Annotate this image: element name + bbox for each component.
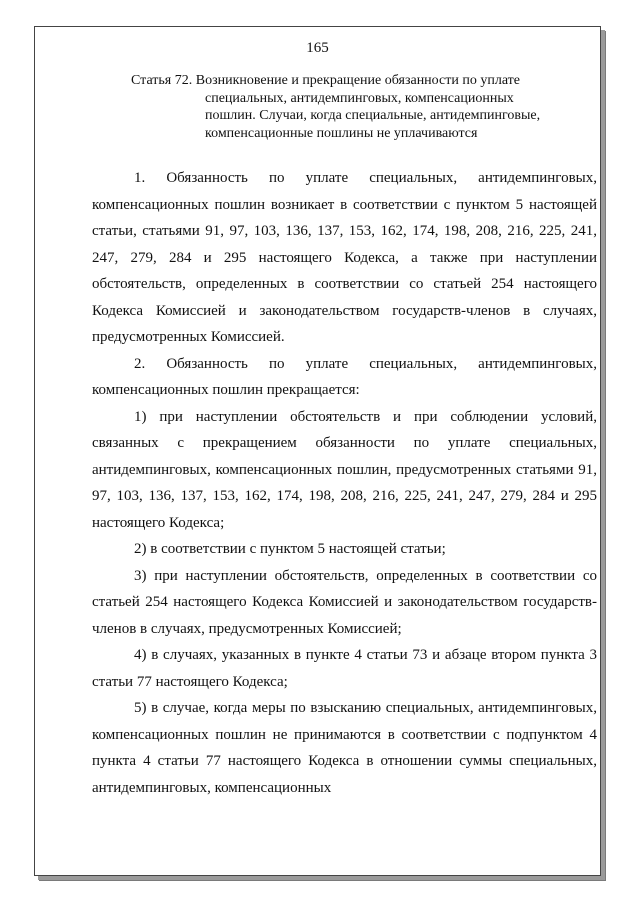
article-heading-line: пошлин. Случаи, когда специальные, антидемпинговые, (205, 108, 541, 123)
page-number: 165 (306, 40, 329, 56)
article-heading-line: Статья 72. Возникновение и прекращение обязанности по уплате (131, 73, 520, 88)
article-heading-line: специальных, антидемпинговых, компенсационных (205, 90, 514, 106)
article-heading-line: компенсационные пошлины не уплачиваются (205, 125, 478, 141)
article-heading (131, 72, 601, 142)
subitem-5: 5) в случае, когда меры по взысканию специальных, антидемпинговых, компенсационных пошлин не принимаются в соответствии с подпунктом 4 пункта 4 статьи 77 настоящего Кодекса в отношении суммы специальных, антидемпинговых, компенсационных (92, 700, 597, 796)
subitem-1: 1) при наступлении обстоятельств и при соблюдении условий, связанных с прекращением обязанности по уплате специальных, антидемпинговых, компенсационных пошлин, предусмотренных статьями 91, 97, 103, 136, 137, 153, 162, 174, 198, 208, 216, 225, 241, 247, 279, 284 и 295 настоящего Кодекса; (92, 408, 597, 531)
paragraph-1: 1. Обязанность по уплате специальных, антидемпинговых, компенсационных пошлин возникает в соответствии с пунктом 5 настоящей статьи, статьями 91, 97, 103, 136, 137, 153, 162, 174, 198, 208, 216, 225, 241, 247, 279, 284 и 295 настоящего Кодекса, а также при наступлении обстоятельств, определенных в соответствии со статьей 254 настоящего Кодекса Комиссией и законодательством государств-членов в случаях, предусмотренных Комиссией. (92, 170, 597, 345)
subitem-4: 4) в случаях, указанных в пункте 4 статьи 73 и абзаце втором пункта 3 статьи 77 настоящего Кодекса; (92, 647, 597, 690)
subitem-2: 2) в соответствии с пунктом 5 настоящей статьи; (134, 541, 446, 557)
paragraph-2: 2. Обязанность по уплате специальных, антидемпинговых, компенсационных пошлин прекращается: (92, 355, 597, 398)
document-page (34, 26, 601, 876)
subitem-3: 3) при наступлении обстоятельств, определенных в соответствии со статьей 254 настоящего Кодекса Комиссией и законодательством государств-членов в случаях, предусмотренных Комиссией; (92, 567, 597, 637)
article-body (92, 165, 597, 801)
